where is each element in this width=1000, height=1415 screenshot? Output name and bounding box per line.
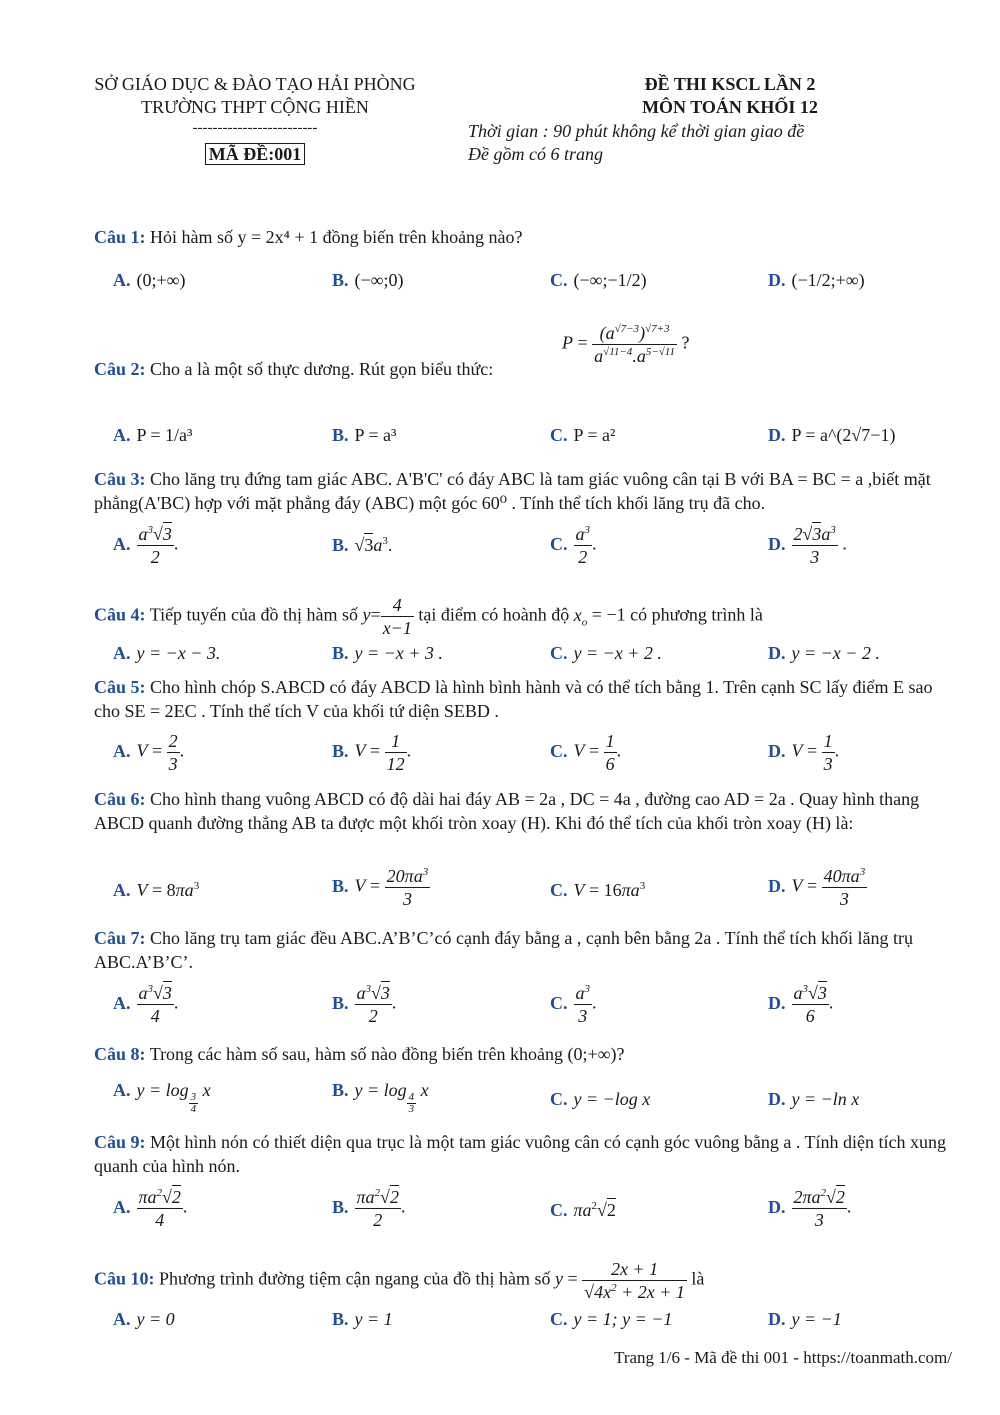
q5-option-d[interactable]: D. V = $\frac{1}{3}$ . [768,731,840,774]
question-text: Hỏi hàm số y = 2x⁴ + 1 đồng biến trên khoảng nào? [150,227,523,247]
option-label: B. [332,875,349,896]
question-text: Cho hình chóp S.ABCD có đáy ABCD là hình bình hành và có thể tích bằng 1. Trên cạnh SC lấy điểm E sao cho SE = 2EC . Tính thể tích V của khối tứ diện SEBD . [94,677,933,721]
option-label: A. [113,992,131,1013]
q5-option-c[interactable]: C. V = $\frac{1}{6}$ . [550,731,622,774]
question-6 [94,787,954,835]
option-value: P = a² [573,425,616,445]
question-5 [94,675,954,723]
q9-option-a[interactable]: A. $\frac{\pi a^2√2}{4}$ . [113,1187,188,1230]
question-text-2: là [691,1268,705,1289]
option-label: D. [768,533,786,554]
question-8 [94,1042,954,1066]
question-text: Cho lăng trụ đứng tam giác ABC. A'B'C' có đáy ABC là tam giác vuông cân tại B với BA = BC = a ,biết mặt phẳng(A'BC) hợp với mặt phẳng đáy (ABC) một góc 60⁰ . Tính thể tích khối lăng trụ đã cho. [94,469,931,513]
option-label: A. [113,1309,131,1329]
option-label: B. [332,1196,349,1217]
school-name: TRƯỜNG THPT CỘNG HIỀN [141,97,369,117]
exam-code-box [70,144,440,165]
exam-subject: MÔN TOÁN KHỐI 12 [642,97,818,117]
option-value: y = log [136,1080,189,1100]
option-label: D. [768,643,786,663]
option-label: A. [113,425,131,445]
q2-option-d[interactable] [768,425,895,446]
question-label: Câu 3: [94,469,146,489]
option-label: A. [113,1196,131,1217]
question-text: Tiếp tuyến của đồ thị hàm số [149,604,359,625]
q8-option-b[interactable]: B. y = log $\frac{4}{3}$ x [332,1080,429,1115]
q10-option-b[interactable] [332,1309,393,1330]
q2-expression: P = $\frac{(a^{√7-3})^{√7+3}}{a^{√11-4}.a^{5-√11}}$ ? [562,323,690,366]
q3-option-d[interactable]: D. $\frac{2√3a^3}{3}$ . [768,524,847,567]
option-label: A. [113,1080,131,1100]
option-label: C. [550,1309,568,1329]
question-1 [94,225,954,249]
option-value: y = −1 [791,1309,842,1329]
option-value: (−1/2;+∞) [791,270,865,290]
question-text: Một hình nón có thiết diện qua trục là một tam giác vuông cân có cạnh góc vuông bằng a . Tính diện tích xung quanh của hình nón. [94,1132,946,1176]
option-label: D. [768,992,786,1013]
question-label: Câu 7: [94,928,146,948]
q9-option-d[interactable]: D. $\frac{2\pi a^2√2}{3}$ . [768,1187,852,1230]
question-2 [94,357,954,381]
question-3 [94,467,954,515]
option-label: C. [550,425,568,445]
q3-option-b[interactable]: B. $√3a^3$. [332,535,393,555]
q1-option-b[interactable] [332,270,404,291]
q7-option-d[interactable]: D. $\frac{a^3√3}{6}$ . [768,983,834,1026]
option-value: y = 1; y = −1 [573,1309,673,1329]
q8-option-a[interactable]: A. y = log $\frac{3}{4}$ x [113,1080,211,1115]
q6-option-a[interactable]: A. $V = 8\pi a^3$ [113,880,200,900]
option-label: D. [768,425,786,445]
exam-time: Thời gian : 90 phút không kể thời gian giao đề [468,121,805,141]
q2-option-b[interactable] [332,425,396,446]
header-divider: ------------------------- [192,120,318,136]
option-label: C. [550,1200,568,1220]
question-text: Cho lăng trụ tam giác đều ABC.A’B’C’có cạnh đáy bằng a , cạnh bên bằng 2a . Tính thể tích khối lăng trụ ABC.A’B’C’. [94,928,914,972]
question-text-3: có phương trình là [630,604,763,625]
option-label: A. [113,533,131,554]
option-label: A. [113,643,131,663]
q1-option-c[interactable] [550,270,647,291]
question-label: Câu 1: [94,227,146,247]
exam-code: MÃ ĐỀ:001 [205,143,306,165]
question-label: Câu 8: [94,1044,146,1064]
q2-option-a[interactable] [113,425,192,446]
q8-option-c[interactable] [550,1089,650,1110]
option-value: (−∞;−1/2) [573,270,647,290]
option-label: A. [113,270,131,290]
q9-option-b[interactable]: B. $\frac{\pi a^2√2}{2}$ . [332,1187,406,1230]
q9-option-c[interactable]: C. $\pi a^2√2$ [550,1200,616,1220]
q8-option-d[interactable] [768,1089,859,1110]
q4-option-d[interactable] [768,643,880,664]
q3-option-c[interactable]: C. $\frac{a^3}{2}$ . [550,524,597,567]
option-label: C. [550,992,568,1013]
question-label: Câu 6: [94,789,146,809]
exam-pages: Đề gồm có 6 trang [468,144,603,164]
option-label: D. [768,1309,786,1329]
page-footer: Trang 1/6 - Mã đề thi 001 - https://toanmath.com/ [614,1348,952,1367]
question-text: Phương trình đường tiệm cận ngang của đồ thị hàm số [159,1268,551,1289]
option-label: B. [332,643,349,663]
q7-option-b[interactable]: B. $\frac{a^3√3}{2}$ . [332,983,397,1026]
option-value: y = −x + 2 . [573,643,662,663]
option-label: B. [332,535,349,555]
option-label: B. [332,1309,349,1329]
option-value: y = log [354,1080,407,1100]
option-label: C. [550,1089,568,1109]
option-value: y = 1 [354,1309,393,1329]
option-value: y = −x − 2 . [791,643,880,663]
option-label: C. [550,643,568,663]
option-label: C. [550,880,568,900]
q10-option-c[interactable] [550,1309,672,1330]
question-label: Câu 4: [94,604,146,625]
option-value: (0;+∞) [136,270,186,290]
option-value: y = 0 [136,1309,175,1329]
option-value: y = −x + 3 . [354,643,443,663]
q2-option-c[interactable] [550,425,615,446]
option-label: B. [332,270,349,290]
option-label: B. [332,740,349,761]
option-label: B. [332,992,349,1013]
option-label: B. [332,425,349,445]
option-label: C. [550,533,568,554]
q6-option-d[interactable]: D. V = $\frac{40\pi a^3}{3}$ [768,866,866,909]
question-9 [94,1130,954,1178]
option-value: P = a³ [354,425,397,445]
q7-option-a[interactable]: A. $\frac{a^3√3}{4}$ . [113,983,179,1026]
option-label: D. [768,1196,786,1217]
q5-option-b[interactable]: B. V = $\frac{1}{12}$ . [332,731,412,774]
question-7 [94,926,954,974]
option-label: D. [768,740,786,761]
option-label: C. [550,740,568,761]
question-label: Câu 5: [94,677,146,697]
q3-option-a[interactable]: A. $\frac{a^3√3}{2}$ . [113,524,179,567]
option-value: y = −log x [573,1089,651,1109]
q6-option-c[interactable]: C. $V = 16\pi a^3$ [550,880,646,900]
option-value: y = −x − 3. [136,643,221,663]
option-label: D. [768,875,786,896]
option-label: D. [768,1089,786,1109]
question-text: Trong các hàm số sau, hàm số nào đồng biến trên khoảng (0;+∞)? [149,1044,625,1064]
q4-option-c[interactable] [550,643,662,664]
exam-title: ĐỀ THI KSCL LẦN 2 [644,74,816,94]
q5-option-a[interactable]: A. V = $\frac{2}{3}$ . [113,731,185,774]
option-label: C. [550,270,568,290]
q10-option-a[interactable] [113,1309,175,1330]
question-text: Cho a là một số thực dương. Rút gọn biểu thức: [150,359,494,379]
q1-option-a[interactable] [113,270,185,291]
school-department: SỞ GIÁO DỤC & ĐÀO TẠO HẢI PHÒNG [94,74,416,94]
q6-option-b[interactable]: B. V = $\frac{20\pi a^3}{3}$ [332,866,429,909]
option-label: B. [332,1080,349,1100]
option-value: P = 1/a³ [136,425,193,445]
option-value: P = a^(2√7−1) [791,425,896,445]
question-label: Câu 2: [94,359,146,379]
q4-option-b[interactable] [332,643,443,664]
option-label: A. [113,740,131,761]
question-label: Câu 10: [94,1268,155,1289]
question-label: Câu 9: [94,1132,146,1152]
question-text-2: tại điểm có hoành độ [418,604,570,625]
option-label: A. [113,880,131,900]
q10-option-d[interactable] [768,1309,842,1330]
q7-option-c[interactable]: C. $\frac{a^3}{3}$ . [550,983,597,1026]
question-text: Cho hình thang vuông ABCD có độ dài hai đáy AB = 2a , DC = 4a , đường cao AD = 2a . Quay hình thang ABCD quanh đường thẳng AB ta được một khối tròn xoay (H). Khi đó thể tích của khối tròn xoay (H) là: [94,789,920,833]
question-10: Câu 10: Phương trình đường tiệm cận ngang của đồ thị hàm số y = $\frac{2x + 1}{√4x^2 + 2x + 1}$ là [94,1259,705,1302]
q4-option-a[interactable] [113,643,220,664]
question-4: Câu 4: Tiếp tuyến của đồ thị hàm số y= $\frac{4}{x-1}$ tại điểm có hoành độ $x_o = -1$ có phương trình là [94,595,763,638]
option-label: D. [768,270,786,290]
option-value: (−∞;0) [354,270,404,290]
option-value: y = −ln x [791,1089,860,1109]
q1-option-d[interactable] [768,270,865,291]
